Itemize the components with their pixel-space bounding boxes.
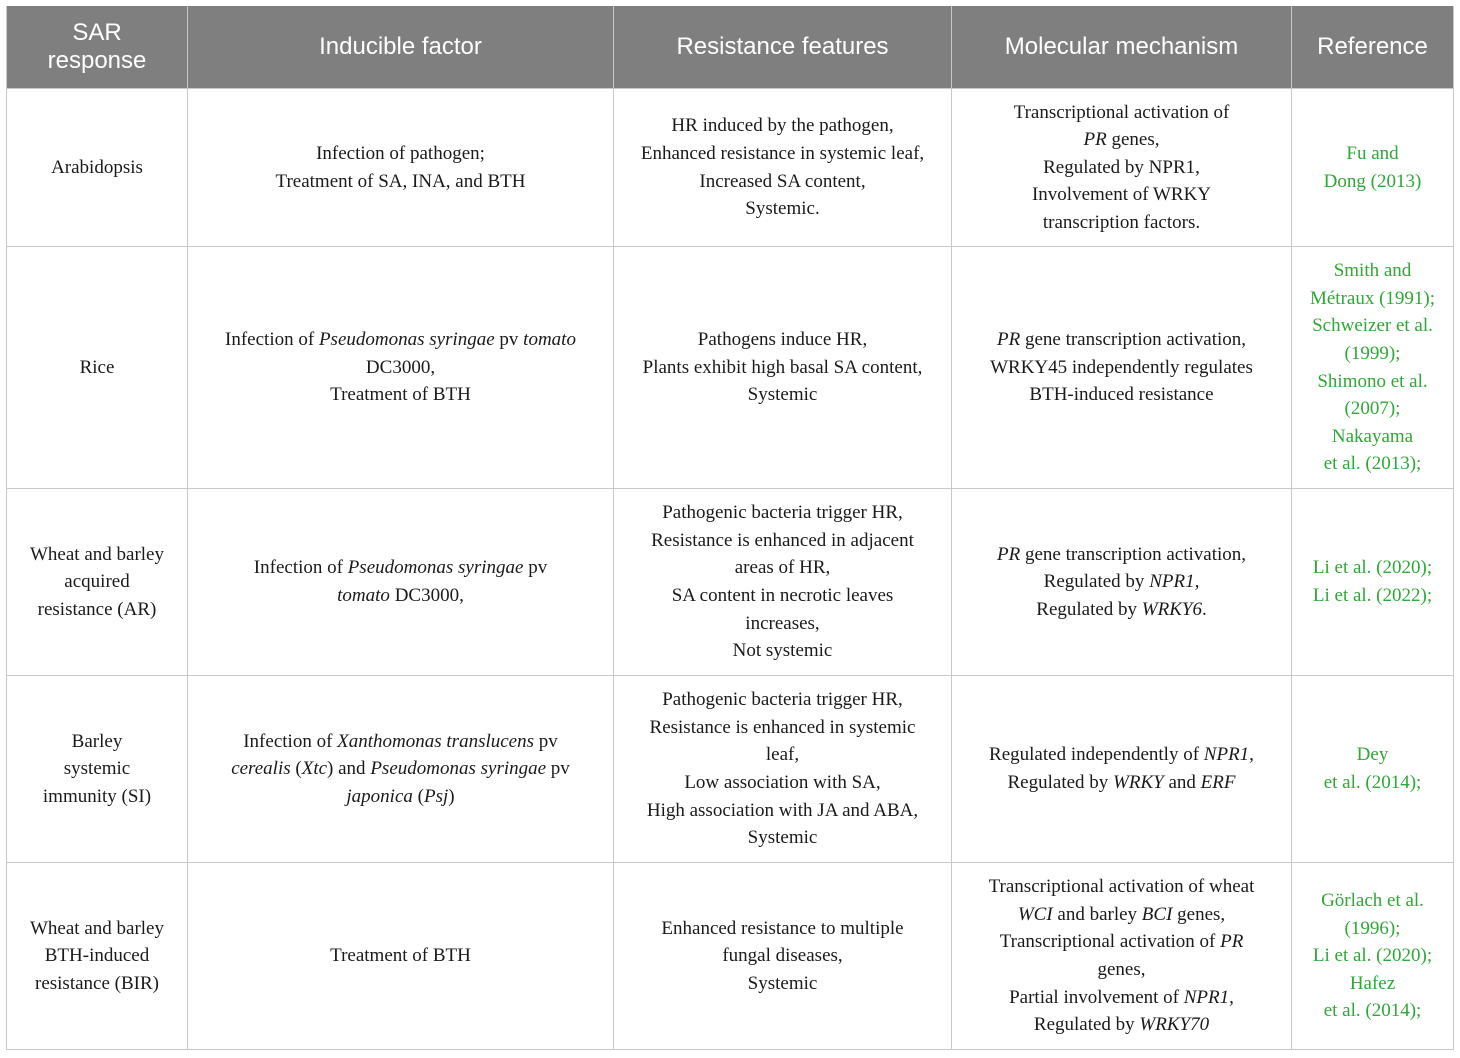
cell-reference[interactable] [1292,676,1454,863]
cell-inducible-factor: Infection of Xanthomonas translucens pv cerealis (Xtc) and Pseudomonas syringae pv japonica (Psj) [188,676,614,863]
cell-resistance-features: Enhanced resistance to multiple fungal diseases, Systemic [614,863,952,1050]
cell-resistance-features: HR induced by the pathogen, Enhanced resistance in systemic leaf, Increased SA content, Systemic. [614,89,952,247]
cell-sar-response: Wheat and barley BTH-induced resistance (BIR) [7,863,188,1050]
cell-molecular-mechanism: Transcriptional activation of wheat WCI and barley BCI genes, Transcriptional activation of PR genes, Partial involvement of NPR1, Regulated by WRKY70 [952,863,1292,1050]
cell-reference[interactable] [1292,247,1454,489]
reference-link[interactable]: Fu and [1346,142,1399,164]
header-reference: Reference [1292,6,1454,89]
reference-link[interactable]: et al. (2014); [1323,772,1422,793]
reference-link[interactable]: (1996); [1344,917,1401,939]
table-row [7,676,1454,863]
cell-resistance-features: Pathogens induce HR, Plants exhibit high basal SA content, Systemic [614,247,952,489]
cell-molecular-mechanism: PR gene transcription activation, Regulated by NPR1, Regulated by WRKY6. [952,489,1292,676]
reference-link[interactable]: (2007); [1344,398,1401,420]
cell-resistance-features: Pathogenic bacteria trigger HR, Resistance is enhanced in systemic leaf, Low association with SA, High association with JA and ABA, Systemic [614,676,952,863]
reference-link[interactable]: Nakayama [1331,425,1414,447]
table-row [7,489,1454,676]
reference-link[interactable]: et al. (2014); [1323,1000,1422,1022]
reference-link[interactable]: et al. (2013); [1323,453,1422,475]
reference-link[interactable]: Dey [1356,744,1389,766]
header-molecular-mechanism: Molecular mechanism [952,6,1292,89]
cell-sar-response: Rice [7,247,188,489]
cell-inducible-factor: Infection of Pseudomonas syringae pv tomato DC3000, Treatment of BTH [188,247,614,489]
reference-link[interactable]: Smith and [1333,260,1412,282]
cell-inducible-factor: Infection of pathogen; Treatment of SA, INA, and BTH [188,89,614,247]
cell-molecular-mechanism: Transcriptional activation of PR genes, Regulated by NPR1, Involvement of WRKY transcription factors. [952,89,1292,247]
table-row [7,863,1454,1050]
cell-sar-response: Wheat and barley acquired resistance (AR) [7,489,188,676]
cell-molecular-mechanism: Regulated independently of NPR1, Regulated by WRKY and ERF [952,676,1292,863]
reference-link[interactable]: Dong (2013) [1323,170,1422,192]
cell-inducible-factor: Infection of Pseudomonas syringae pv tomato DC3000, [188,489,614,676]
reference-link[interactable]: Hafez [1349,972,1396,994]
reference-link[interactable]: Görlach et al. [1321,890,1424,912]
cell-reference[interactable] [1292,863,1454,1050]
reference-link[interactable]: (1999); [1344,342,1401,364]
reference-link[interactable]: Li et al. (2020); [1312,557,1433,579]
reference-link[interactable]: Li et al. (2022); [1312,585,1433,606]
header-resistance-features: Resistance features [614,6,952,89]
header-inducible-factor: Inducible factor [188,6,614,89]
table-row [7,89,1454,247]
cell-reference[interactable] [1292,489,1454,676]
header-row [7,6,1454,89]
reference-link[interactable]: Li et al. (2020); [1312,945,1433,967]
cell-resistance-features: Pathogenic bacteria trigger HR, Resistance is enhanced in adjacent areas of HR, SA content in necrotic leaves increases, Not systemic [614,489,952,676]
cell-sar-response: Barley systemic immunity (SI) [7,676,188,863]
reference-link[interactable]: Shimono et al. [1317,370,1428,392]
cell-inducible-factor: Treatment of BTH [188,863,614,1050]
header-sar-response: SAR response [7,6,188,89]
sar-comparison-table [6,6,1454,1050]
table-row [7,247,1454,489]
reference-link[interactable]: Schweizer et al. [1312,315,1433,337]
cell-reference[interactable] [1292,89,1454,247]
cell-sar-response: Arabidopsis [7,89,188,247]
reference-link[interactable]: Métraux (1991); [1309,287,1436,309]
cell-molecular-mechanism: PR gene transcription activation, WRKY45 independently regulates BTH-induced resistance [952,247,1292,489]
